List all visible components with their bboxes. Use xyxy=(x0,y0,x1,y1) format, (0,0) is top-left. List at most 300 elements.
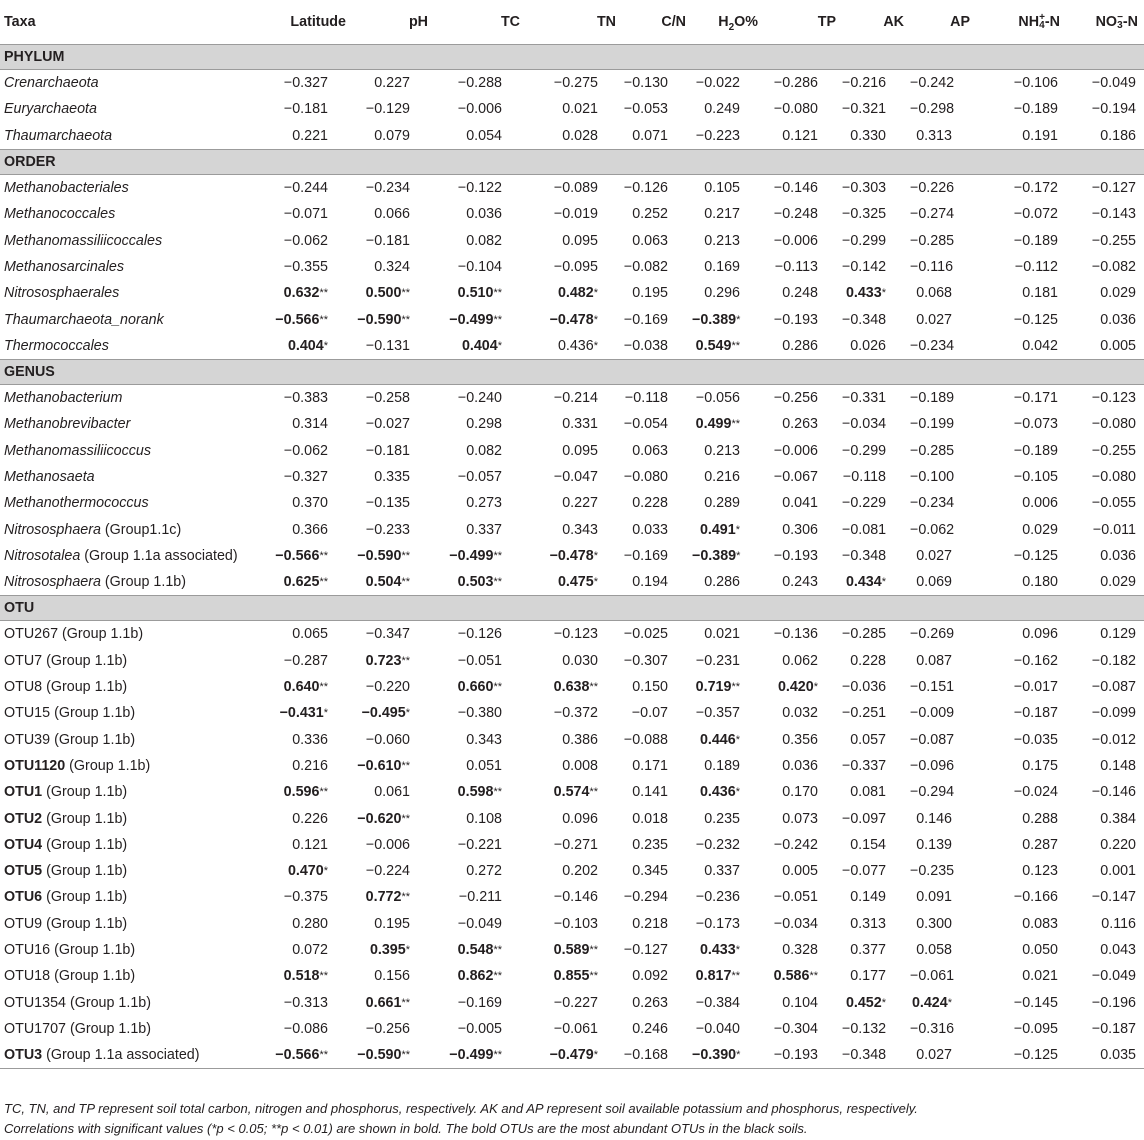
table-row xyxy=(0,438,1144,464)
value-number: −0.214 xyxy=(553,390,598,407)
value-cell xyxy=(622,384,692,411)
significance-marker: * xyxy=(405,944,410,957)
value-number: 0.001 xyxy=(1100,863,1136,880)
value-cell xyxy=(352,937,434,963)
table-row xyxy=(0,201,1144,227)
section-title: GENUS xyxy=(0,359,1144,384)
value-number: −0.244 xyxy=(283,180,328,197)
value-number: 0.177 xyxy=(850,968,886,985)
value-cell xyxy=(526,648,622,674)
value-cell xyxy=(764,438,842,464)
table-row xyxy=(0,884,1144,910)
taxon-name: Methanosaeta xyxy=(4,469,95,485)
value-cell xyxy=(842,254,910,280)
value-cell xyxy=(256,306,352,332)
table-row xyxy=(0,700,1144,726)
value-number: 0.005 xyxy=(782,863,818,880)
significance-marker: ** xyxy=(319,549,328,562)
significance-marker: ** xyxy=(731,339,740,352)
value-cell xyxy=(1066,227,1144,253)
value-number: 0.116 xyxy=(1101,915,1136,932)
value-number: 0.194 xyxy=(632,574,668,591)
value-cell xyxy=(256,1042,352,1069)
value-number: 0.139 xyxy=(916,836,952,853)
value-cell xyxy=(526,1042,622,1069)
table-row xyxy=(0,490,1144,516)
value-number: 0.248 xyxy=(782,285,818,302)
taxon-name: OTU1 xyxy=(4,784,43,801)
taxon-group-note: (Group 1.1b) xyxy=(50,968,136,985)
value-cell xyxy=(692,174,764,201)
taxon-group-note: (Group 1.1b) xyxy=(42,836,128,853)
value-cell xyxy=(622,753,692,779)
value-number: −0.216 xyxy=(842,75,887,92)
value-number: −0.07 xyxy=(631,705,668,722)
value-cell xyxy=(352,96,434,122)
value-number: −0.187 xyxy=(1091,1020,1136,1037)
value-cell xyxy=(434,779,526,805)
value-cell xyxy=(764,648,842,674)
value-cell xyxy=(256,438,352,464)
value-number: −0.061 xyxy=(553,1020,598,1037)
value-number: 0.032 xyxy=(782,705,818,722)
table-row xyxy=(0,280,1144,306)
value-number: 0.018 xyxy=(632,810,668,827)
value-cell xyxy=(622,174,692,201)
taxon-name: Thaumarchaeota_norank xyxy=(4,311,164,328)
value-number: −0.220 xyxy=(365,679,410,696)
significance-marker: * xyxy=(593,313,598,326)
value-cell xyxy=(692,306,764,332)
table-row xyxy=(0,990,1144,1016)
taxon-name: Thaumarchaeota xyxy=(4,127,113,144)
taxon-group-note: (Group 1.1b) xyxy=(42,915,128,932)
taxon-name-cell xyxy=(0,438,256,464)
value-number: 0.061 xyxy=(374,784,410,801)
value-number: −0.172 xyxy=(1013,180,1058,197)
significance-marker: ** xyxy=(731,970,740,983)
value-cell xyxy=(976,884,1066,910)
header-cn: C/N xyxy=(622,0,692,45)
value-number: −0.038 xyxy=(623,337,668,354)
value-number: 0.108 xyxy=(466,810,502,827)
value-cell xyxy=(1066,490,1144,516)
value-number: 0.129 xyxy=(1100,626,1136,643)
value-number: 0.186 xyxy=(1100,127,1136,144)
value-number: 0.343 xyxy=(466,731,502,748)
taxon-name-cell xyxy=(0,621,256,648)
value-cell xyxy=(434,1042,526,1069)
value-cell xyxy=(1066,438,1144,464)
value-cell xyxy=(256,411,352,437)
significance-marker: * xyxy=(947,996,952,1009)
value-cell xyxy=(910,1016,976,1042)
value-number: −0.199 xyxy=(910,416,955,433)
value-number: −0.027 xyxy=(365,416,410,433)
value-cell xyxy=(692,70,764,97)
value-cell xyxy=(256,753,352,779)
value-cell xyxy=(764,123,842,150)
table-row xyxy=(0,779,1144,805)
table-row xyxy=(0,174,1144,201)
value-cell xyxy=(526,543,622,569)
value-number: 0.021 xyxy=(562,101,598,118)
value-number: −0.040 xyxy=(695,1020,740,1037)
value-cell xyxy=(434,858,526,884)
value-cell xyxy=(526,490,622,516)
value-cell xyxy=(434,753,526,779)
significance-marker: ** xyxy=(401,891,410,904)
value-number: 0.510 xyxy=(457,285,494,302)
header-taxa: Taxa xyxy=(0,0,256,45)
taxon-group-note: (Group 1.1b) xyxy=(42,652,128,669)
value-number: 0.180 xyxy=(1022,574,1058,591)
value-number: 0.170 xyxy=(782,784,818,801)
value-cell xyxy=(842,858,910,884)
value-number: 0.005 xyxy=(1100,337,1136,354)
value-number: −0.146 xyxy=(1091,784,1136,801)
value-cell xyxy=(692,254,764,280)
significance-marker: * xyxy=(735,523,740,536)
header-ph: pH xyxy=(352,0,434,45)
significance-marker: ** xyxy=(401,313,410,326)
value-number: 0.638 xyxy=(553,679,590,696)
value-number: 0.336 xyxy=(292,731,328,748)
value-number: 0.589 xyxy=(553,942,590,959)
value-number: −0.009 xyxy=(910,705,955,722)
value-cell xyxy=(434,700,526,726)
value-cell xyxy=(910,254,976,280)
taxon-name-cell xyxy=(0,700,256,726)
value-number: −0.389 xyxy=(692,311,737,328)
value-number: 0.335 xyxy=(374,469,410,485)
value-number: −0.303 xyxy=(842,180,887,197)
significance-marker: * xyxy=(881,576,886,589)
value-cell xyxy=(434,727,526,753)
value-cell xyxy=(526,858,622,884)
value-number: −0.118 xyxy=(842,469,886,485)
value-cell xyxy=(910,1042,976,1069)
value-cell xyxy=(1066,990,1144,1016)
value-number: 0.470 xyxy=(287,863,324,880)
value-number: −0.136 xyxy=(773,626,818,643)
value-cell xyxy=(256,333,352,360)
value-number: 0.041 xyxy=(782,495,818,512)
value-cell xyxy=(976,858,1066,884)
value-number: −0.375 xyxy=(283,889,328,906)
value-cell xyxy=(692,884,764,910)
value-number: −0.274 xyxy=(910,206,955,223)
value-cell xyxy=(910,805,976,831)
value-cell xyxy=(976,963,1066,989)
value-number: 0.330 xyxy=(850,127,886,144)
value-cell xyxy=(1066,333,1144,360)
value-cell xyxy=(692,464,764,490)
significance-marker: * xyxy=(323,865,328,878)
value-number: 0.289 xyxy=(704,495,740,512)
value-number: −0.299 xyxy=(842,232,887,249)
value-cell xyxy=(692,227,764,253)
significance-marker: ** xyxy=(319,681,328,694)
value-cell xyxy=(526,727,622,753)
value-number: −0.129 xyxy=(365,101,410,118)
value-number: −0.095 xyxy=(553,258,598,275)
taxon-name-cell xyxy=(0,648,256,674)
value-cell xyxy=(622,306,692,332)
value-cell xyxy=(256,174,352,201)
value-cell xyxy=(526,464,622,490)
value-cell xyxy=(256,569,352,596)
value-number: 0.213 xyxy=(704,442,740,459)
value-number: 0.661 xyxy=(365,994,402,1011)
value-cell xyxy=(434,174,526,201)
value-number: −0.348 xyxy=(842,547,887,564)
table-row xyxy=(0,464,1144,490)
value-number: 0.640 xyxy=(283,679,320,696)
value-number: 0.154 xyxy=(850,836,886,853)
value-cell xyxy=(764,1016,842,1042)
value-cell xyxy=(256,884,352,910)
value-number: −0.080 xyxy=(623,469,668,485)
significance-marker: * xyxy=(735,944,740,957)
value-number: −0.022 xyxy=(695,75,740,92)
value-number: −0.285 xyxy=(842,626,887,643)
value-cell xyxy=(976,306,1066,332)
value-cell xyxy=(764,569,842,596)
value-cell xyxy=(622,1042,692,1069)
value-number: −0.610 xyxy=(357,757,402,774)
value-number: 0.149 xyxy=(850,889,886,906)
value-cell xyxy=(976,621,1066,648)
value-cell xyxy=(1066,621,1144,648)
value-cell xyxy=(910,990,976,1016)
value-number: −0.095 xyxy=(1013,1020,1058,1037)
value-number: 0.227 xyxy=(374,75,410,92)
value-cell xyxy=(692,937,764,963)
value-cell xyxy=(764,464,842,490)
value-cell xyxy=(622,516,692,542)
value-number: 0.862 xyxy=(457,968,494,985)
value-number: −0.006 xyxy=(773,442,818,459)
footnote-line-2: Correlations with significant values (*p < 0.05; **p < 0.01) are shown in bold. The bold OTUs are the most abundant OTUs in the black soils. xyxy=(4,1121,808,1136)
value-number: 0.050 xyxy=(1022,942,1058,959)
significance-marker: ** xyxy=(493,549,502,562)
value-number: −0.169 xyxy=(457,994,502,1011)
value-cell xyxy=(256,990,352,1016)
taxon-name: OTU7 xyxy=(4,652,43,669)
significance-marker: ** xyxy=(401,287,410,300)
value-cell xyxy=(434,648,526,674)
value-number: −0.034 xyxy=(773,915,818,932)
value-cell xyxy=(622,569,692,596)
value-cell xyxy=(434,621,526,648)
value-cell xyxy=(434,201,526,227)
value-cell xyxy=(622,990,692,1016)
value-number: 0.220 xyxy=(1100,836,1136,853)
value-number: −0.077 xyxy=(842,863,887,880)
header-nh4: NH+ 4-N xyxy=(976,0,1066,45)
value-number: −0.099 xyxy=(1091,705,1136,722)
value-cell xyxy=(526,753,622,779)
value-cell xyxy=(256,227,352,253)
table-row xyxy=(0,727,1144,753)
value-number: 0.036 xyxy=(466,206,502,223)
value-number: −0.236 xyxy=(695,889,740,906)
value-number: −0.049 xyxy=(457,915,502,932)
significance-marker: * xyxy=(323,707,328,720)
taxon-name: OTU9 xyxy=(4,915,43,932)
value-number: −0.146 xyxy=(773,180,818,197)
value-number: 0.216 xyxy=(704,469,740,485)
taxon-name: OTU16 xyxy=(4,942,51,959)
value-number: −0.286 xyxy=(773,75,818,92)
value-cell xyxy=(1066,201,1144,227)
value-cell xyxy=(910,464,976,490)
value-number: 0.026 xyxy=(850,337,886,354)
taxon-name-cell xyxy=(0,963,256,989)
taxon-group-note: (Group 1.1b) xyxy=(65,1020,152,1037)
value-number: −0.113 xyxy=(774,258,818,275)
value-cell xyxy=(976,832,1066,858)
value-cell xyxy=(842,884,910,910)
value-number: −0.316 xyxy=(910,1020,955,1037)
value-number: −0.056 xyxy=(695,390,740,407)
value-number: 0.054 xyxy=(466,127,502,144)
value-number: −0.275 xyxy=(553,75,598,92)
value-number: −0.221 xyxy=(457,836,502,853)
value-cell xyxy=(434,516,526,542)
value-number: 0.298 xyxy=(466,416,502,433)
value-cell xyxy=(434,70,526,97)
value-cell xyxy=(764,884,842,910)
taxon-name-cell xyxy=(0,1016,256,1042)
value-number: −0.187 xyxy=(1013,705,1058,722)
value-number: −0.256 xyxy=(773,390,818,407)
value-cell xyxy=(976,96,1066,122)
value-cell xyxy=(842,123,910,150)
value-number: 0.072 xyxy=(292,942,328,959)
significance-marker: ** xyxy=(319,576,328,589)
value-cell xyxy=(352,621,434,648)
significance-marker: ** xyxy=(493,944,502,957)
table-row xyxy=(0,621,1144,648)
value-cell xyxy=(352,280,434,306)
value-cell xyxy=(434,1016,526,1042)
value-number: −0.122 xyxy=(457,180,502,197)
table-row xyxy=(0,1016,1144,1042)
value-cell xyxy=(976,648,1066,674)
value-number: −0.499 xyxy=(449,547,494,564)
value-cell xyxy=(692,569,764,596)
value-number: 0.028 xyxy=(562,127,598,144)
table-row xyxy=(0,937,1144,963)
value-cell xyxy=(434,937,526,963)
table-row xyxy=(0,832,1144,858)
value-cell xyxy=(622,674,692,700)
value-cell xyxy=(256,1016,352,1042)
significance-marker: * xyxy=(736,1049,741,1062)
value-cell xyxy=(692,280,764,306)
table-row xyxy=(0,227,1144,253)
significance-marker: ** xyxy=(493,786,502,799)
value-cell xyxy=(910,516,976,542)
taxon-name: OTU39 xyxy=(4,731,51,748)
value-cell xyxy=(256,779,352,805)
value-number: 0.273 xyxy=(466,495,502,512)
value-cell xyxy=(976,937,1066,963)
section-header-otu xyxy=(0,596,1144,621)
significance-marker: ** xyxy=(589,786,598,799)
value-number: 0.723 xyxy=(365,652,402,669)
value-cell xyxy=(910,201,976,227)
value-number: 0.817 xyxy=(695,968,732,985)
taxon-name: Nitrososphaerales xyxy=(4,285,120,302)
value-number: −0.011 xyxy=(1092,521,1136,538)
header-tc: TC xyxy=(434,0,526,45)
value-number: −0.082 xyxy=(1091,258,1136,275)
value-cell xyxy=(842,201,910,227)
value-number: 0.549 xyxy=(695,337,732,354)
taxon-name: Nitrososphaera xyxy=(4,574,101,591)
value-cell xyxy=(434,569,526,596)
value-number: −0.166 xyxy=(1013,889,1058,906)
value-cell xyxy=(842,490,910,516)
value-number: 0.249 xyxy=(704,101,740,118)
value-number: −0.327 xyxy=(283,75,328,92)
value-cell xyxy=(842,464,910,490)
value-number: −0.103 xyxy=(553,915,598,932)
value-number: −0.189 xyxy=(1013,101,1058,118)
value-cell xyxy=(1066,96,1144,122)
value-number: 0.286 xyxy=(782,337,818,354)
value-cell xyxy=(910,753,976,779)
value-number: 0.548 xyxy=(457,942,494,959)
value-cell xyxy=(976,174,1066,201)
value-number: −0.285 xyxy=(910,442,955,459)
value-number: −0.383 xyxy=(283,390,328,407)
value-number: −0.054 xyxy=(623,416,668,433)
value-number: −0.231 xyxy=(695,652,740,669)
taxon-name-cell xyxy=(0,832,256,858)
value-cell xyxy=(256,805,352,831)
header-no3: NO− 3-N xyxy=(1066,0,1144,45)
value-cell xyxy=(256,674,352,700)
value-cell xyxy=(352,384,434,411)
value-number: 0.598 xyxy=(457,784,494,801)
value-cell xyxy=(1066,884,1144,910)
taxon-group-note: (Group 1.1b) xyxy=(42,889,128,906)
value-number: −0.005 xyxy=(457,1020,502,1037)
value-cell xyxy=(526,174,622,201)
value-cell xyxy=(842,543,910,569)
value-cell xyxy=(622,727,692,753)
value-cell xyxy=(976,411,1066,437)
value-cell xyxy=(622,227,692,253)
value-cell xyxy=(764,516,842,542)
value-number: 0.156 xyxy=(374,968,410,985)
value-cell xyxy=(764,832,842,858)
significance-marker: ** xyxy=(493,313,502,326)
value-cell xyxy=(910,858,976,884)
value-cell xyxy=(352,201,434,227)
value-number: 0.096 xyxy=(1022,626,1058,643)
taxon-group-note: (Group 1.1b) xyxy=(42,810,128,827)
value-number: −0.006 xyxy=(457,101,502,118)
value-cell xyxy=(842,174,910,201)
value-cell xyxy=(526,227,622,253)
value-number: 0.227 xyxy=(562,495,598,512)
taxon-name-cell xyxy=(0,201,256,227)
